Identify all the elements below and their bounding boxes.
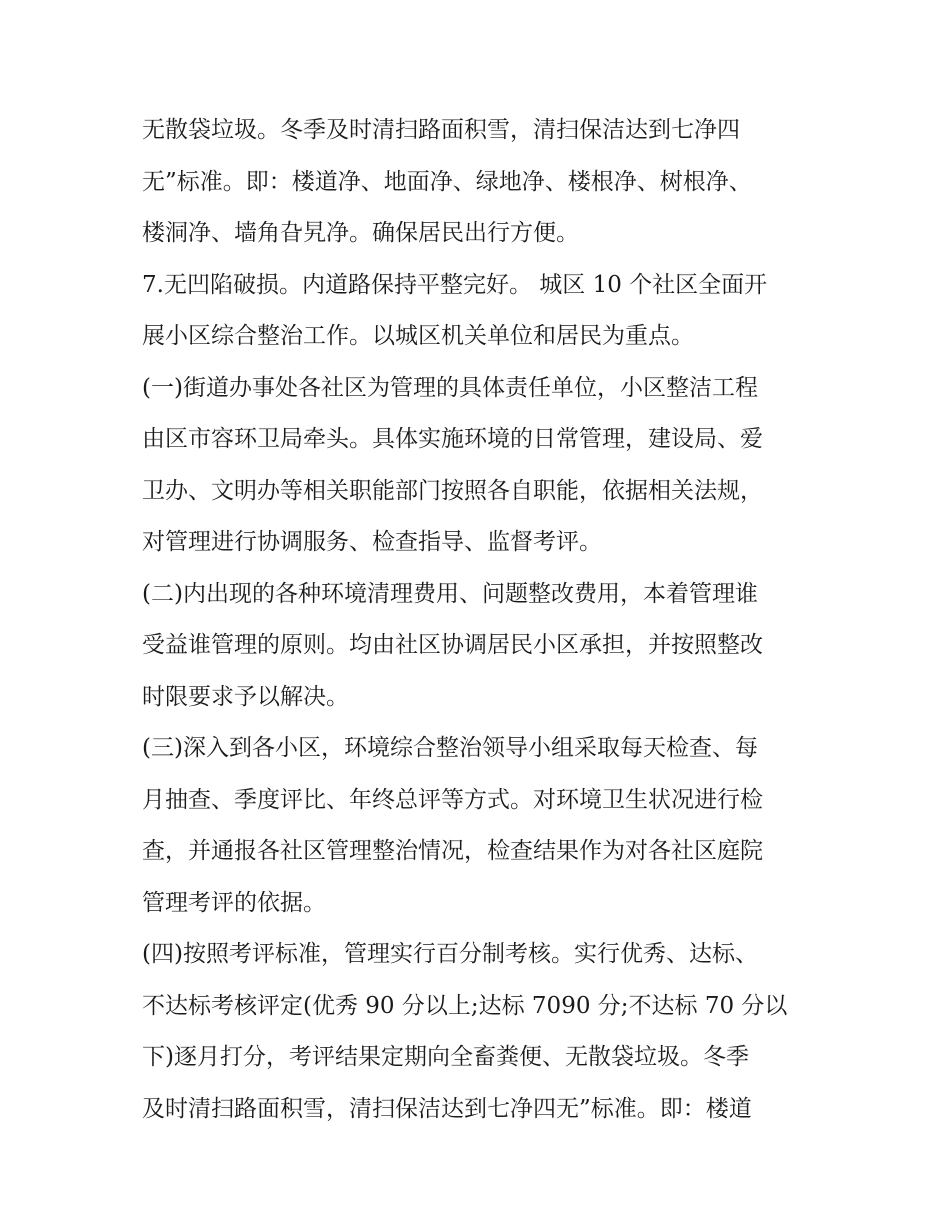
text-line: 无散袋垃圾。冬季及时清扫路面积雪，清扫保洁达到七净四 bbox=[142, 117, 740, 143]
text-line: 7.无凹陷破损。内道路保持平整完好。 城区 10 个社区全面开 bbox=[142, 271, 768, 298]
text-line: 受益谁管理的原则。均由社区协调居民小区承担，并按照整改 bbox=[142, 632, 763, 658]
text-line: 展小区综合整治工作。以城区机关单位和居民为重点。 bbox=[142, 323, 694, 349]
text-line: 时限要求予以解决。 bbox=[142, 683, 349, 710]
text-line: 查，并通报各社区管理整治情况，检查结果作为对各社区庭院 bbox=[142, 838, 763, 864]
text-line: 月抽查、季度评比、年终总评等方式。对环境卫生状况进行检 bbox=[142, 786, 763, 813]
text-line: 由区市容环卫局牵头。具体实施环境的日常管理，建设局、爱 bbox=[142, 426, 763, 452]
text-line: 下)逐月打分，考评结果定期向全畜粪便、无散袋垃圾。冬季 bbox=[142, 1044, 749, 1070]
text-line: 楼洞净、墙角旮旯净。确保居民出行方便。 bbox=[142, 220, 579, 246]
text-line: 卫办、文明办等相关职能部门按照各自职能，依据相关法规， bbox=[142, 477, 763, 504]
text-line: (三)深入到各小区，环境综合整治领导小组采取每天检查、每 bbox=[142, 735, 758, 761]
text-line: 管理考评的依据。 bbox=[142, 889, 326, 916]
text-line: (四)按照考评标准，管理实行百分制考核。实行优秀、达标、 bbox=[142, 941, 758, 967]
text-line: (一)街道办事处各社区为管理的具体责任单位，小区整洁工程 bbox=[142, 374, 758, 401]
text-line: 对管理进行协调服务、检查指导、监督考评。 bbox=[142, 529, 602, 555]
text-line: 及时清扫路面积雪，清扫保洁达到七净四无”标准。即：楼道 bbox=[142, 1095, 752, 1122]
text-line: 无”标准。即：楼道净、地面净、绿地净、楼根净、树根净、 bbox=[142, 168, 752, 195]
text-line: (二)内出现的各种环境清理费用、问题整改费用，本着管理谁 bbox=[142, 580, 758, 607]
document-body bbox=[142, 105, 822, 1135]
text-line: 不达标考核评定(优秀 90 分以上;达标 7090 分;不达标 70 分以 bbox=[142, 992, 788, 1019]
